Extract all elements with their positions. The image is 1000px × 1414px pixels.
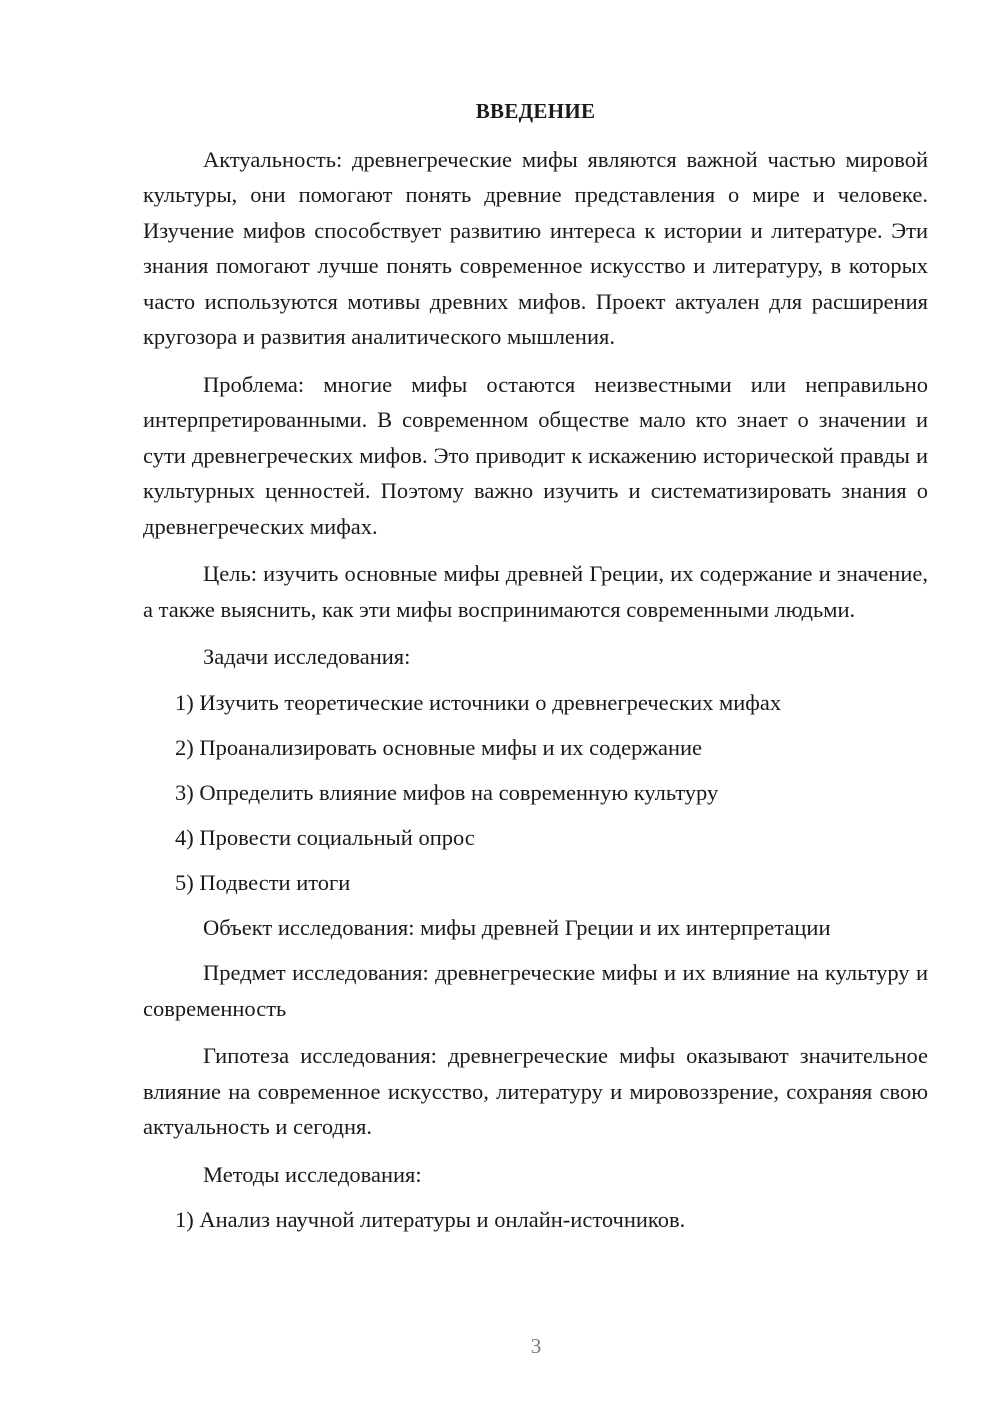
list-item: 1) Анализ научной литературы и онлайн-источников. [175, 1207, 686, 1232]
subject-paragraph: Предмет исследования: древнегреческие мифы и их влияние на культуру и современность [143, 960, 928, 1021]
page-number: 3 [530, 1334, 542, 1358]
page-title: ВВЕДЕНИЕ [475, 99, 596, 123]
relevance-paragraph: Актуальность: древнегреческие мифы являются важной частью мировой культуры, они помогают понять древние представления о мире и человеке. Изучение мифов способствует развитию интереса к истории и литературе. Эти знания помогают лучше понять современное искусство и литературу, в которых часто используются мотивы древних мифов. Проект актуален для расширения кругозора и развития аналитического мышления. [143, 146, 928, 349]
page-content [143, 94, 928, 1247]
list-item: 4) Провести социальный опрос [175, 824, 475, 850]
hypothesis-paragraph: Гипотеза исследования: древнегреческие мифы оказывают значительное влияние на современное искусство, литературу и мировоззрение, сохраняя свою актуальность и сегодня. [143, 1043, 928, 1139]
tasks-heading: Задачи исследования: [203, 644, 411, 669]
list-item: 3) Определить влияние мифов на современную культуру [175, 779, 719, 805]
object-paragraph: Объект исследования: мифы древней Греции и их интерпретации [203, 914, 831, 940]
list-item: 1) Изучить теоретические источники о древнегреческих мифах [175, 689, 782, 715]
problem-paragraph: Проблема: многие мифы остаются неизвестными или неправильно интерпретированными. В современном обществе мало кто знает о значении и сути древнегреческих мифов. Это приводит к искажению исторической правды и культурных ценностей. Поэтому важно изучить и систематизировать знания о древнегреческих мифах. [143, 371, 928, 539]
list-item: 2) Проанализировать основные мифы и их содержание [175, 734, 703, 760]
tasks-list [143, 685, 928, 901]
methods-heading: Методы исследования: [203, 1161, 422, 1187]
goal-paragraph: Цель: изучить основные мифы древней Греции, их содержание и значение, а также выяснить, как эти мифы воспринимаются современными людьми. [143, 561, 928, 622]
methods-list [143, 1202, 928, 1238]
list-item: 5) Подвести итоги [175, 869, 351, 895]
